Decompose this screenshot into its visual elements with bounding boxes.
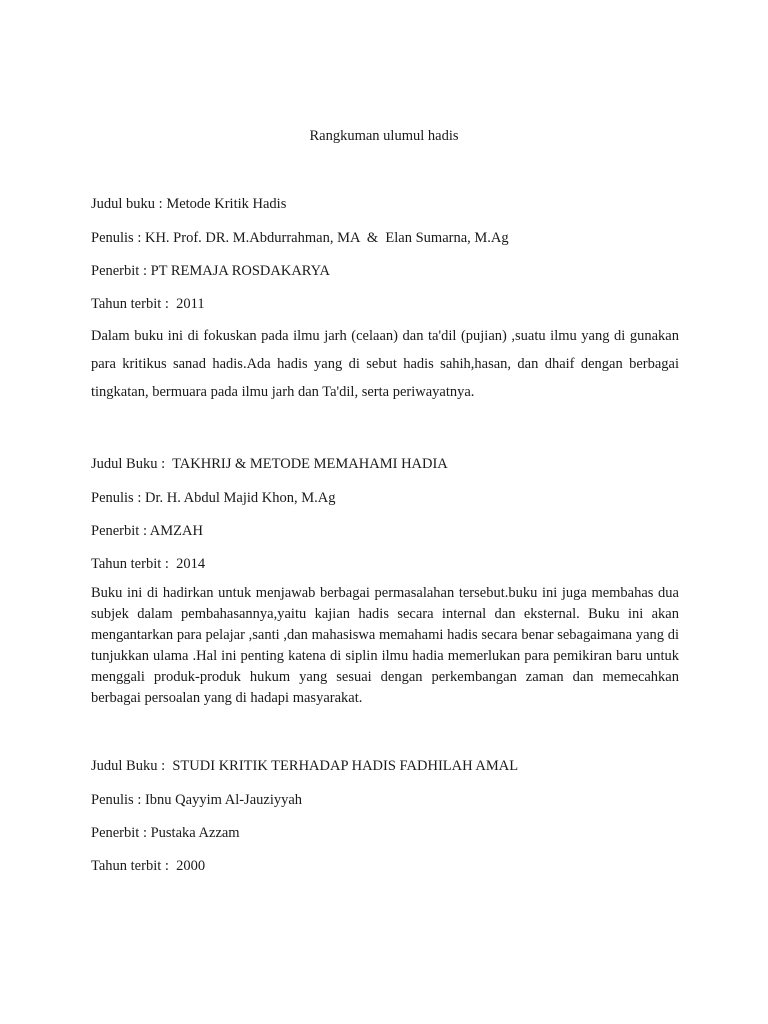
book-1-year: Tahun terbit : 2011 [91,296,205,312]
book-2-author: Penulis : Dr. H. Abdul Majid Khon, M.Ag [91,490,336,506]
book-3-title: Judul Buku : STUDI KRITIK TERHADAP HADIS FADHILAH AMAL [91,758,519,774]
book-3-publisher: Penerbit : Pustaka Azzam [91,825,240,841]
book-2-publisher: Penerbit : AMZAH [91,523,203,539]
book-1-publisher: Penerbit : PT REMAJA ROSDAKARYA [91,263,331,279]
document-title: Rangkuman ulumul hadis [309,128,459,144]
book-2-title: Judul Buku : TAKHRIJ & METODE MEMAHAMI HADIA [91,456,448,472]
book-1-summary: Dalam buku ini di fokuskan pada ilmu jarh (celaan) dan ta'dil (pujian) ,suatu ilmu yang di gunakan para kritikus sanad hadis.Ada hadis yang di sebut hadis sahih,hasan, dan dhaif dengan berbagai tingkatan, bermuara pada ilmu jarh dan Ta'dil, serta periwayatnya. [91,328,679,400]
book-3-author: Penulis : Ibnu Qayyim Al-Jauziyyah [91,792,303,808]
book-2-year: Tahun terbit : 2014 [91,556,206,572]
book-1-title: Judul buku : Metode Kritik Hadis [91,196,287,212]
book-3-year: Tahun terbit : 2000 [91,858,206,874]
book-1-author: Penulis : KH. Prof. DR. M.Abdurrahman, MA & Elan Sumarna, M.Ag [91,230,509,246]
book-2-summary: Buku ini di hadirkan untuk menjawab berbagai permasalahan tersebut.buku ini juga membahas dua subjek dalam pembahasannya,yaitu kajian hadis secara internal dan eksternal. Buku ini akan mengantarkan para pelajar ,santi ,dan mahasiswa memahami hadis secara benar sebagaimana yang di tunjukkan ulama .Hal ini penting katena di siplin ilmu hadia memerlukan para pemikiran baru untuk menggali produk-produk hukum yang sesuai dengan perkembangan zaman dan memecahkan berbagai persoalan yang di hadapi masyarakat. [91,585,679,706]
